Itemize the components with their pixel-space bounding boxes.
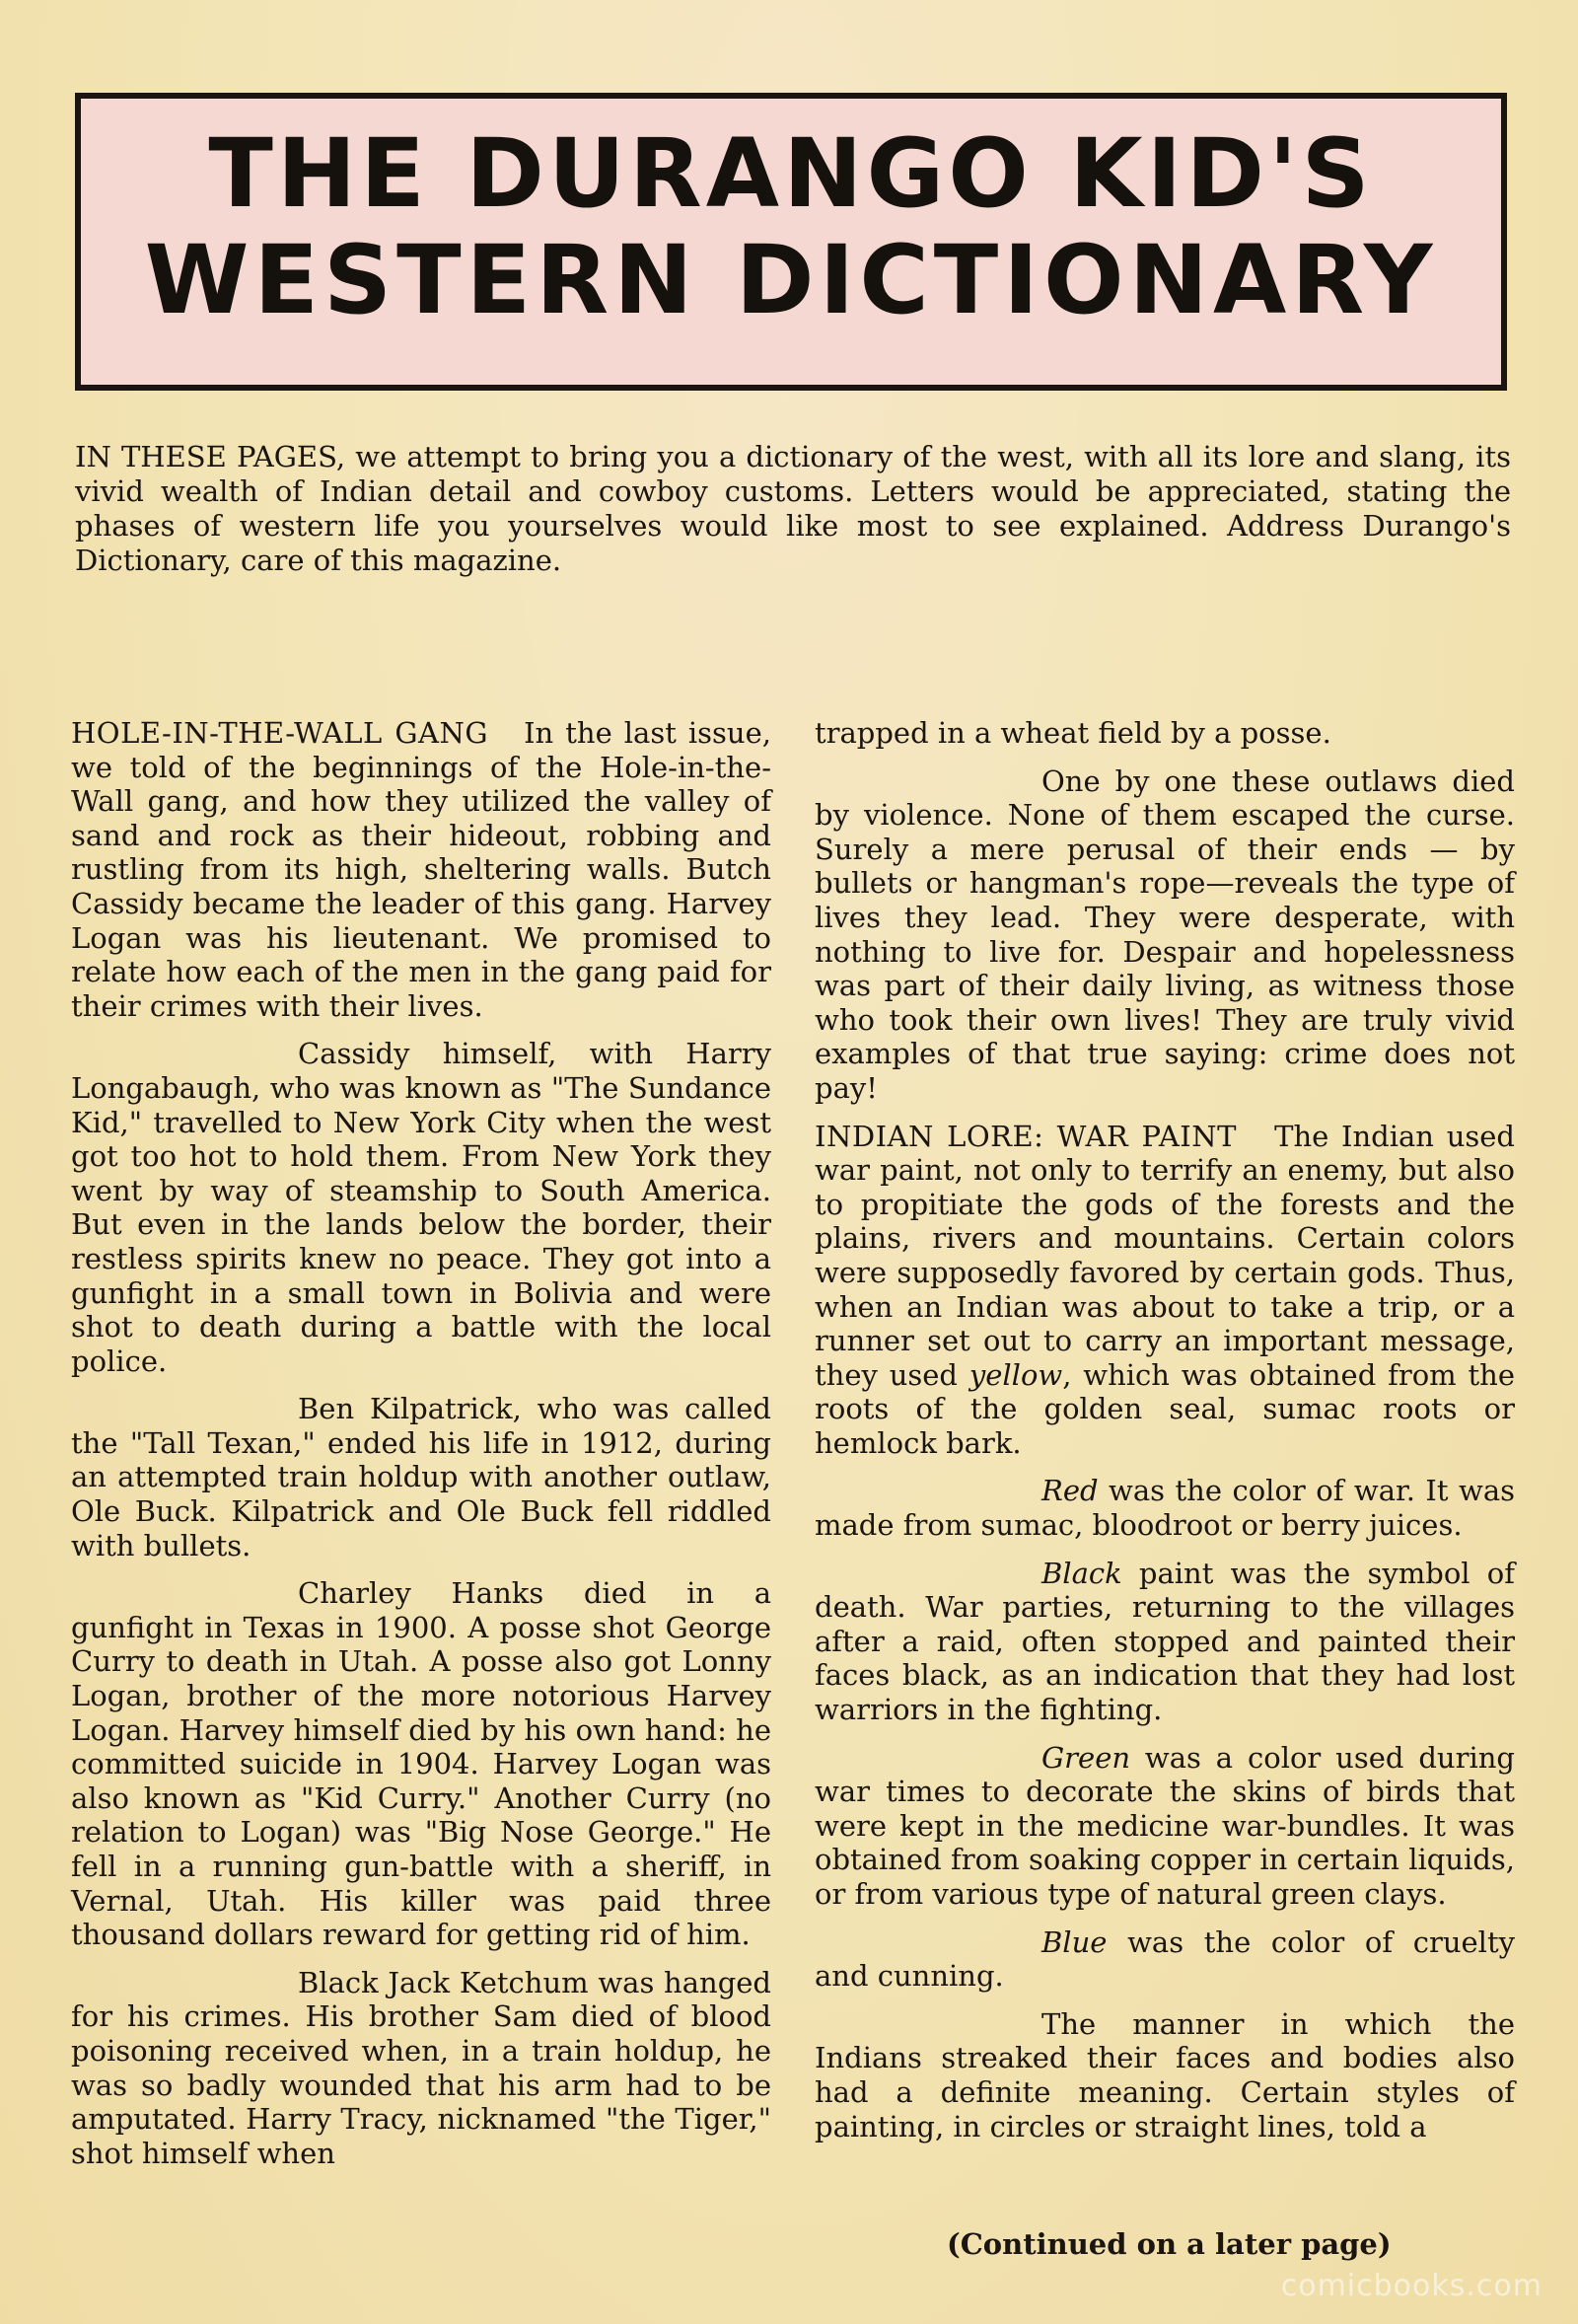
black-word: Black (1041, 1556, 1122, 1590)
title-line-2: WESTERN DICTIONARY (144, 225, 1438, 335)
green-paragraph (815, 1741, 1515, 1912)
section-heading-war-paint: INDIAN LORE: WAR PAINT (815, 1119, 1237, 1153)
blue-text: was the color of cruelty and cunning. (815, 1925, 1515, 1994)
cassidy-paragraph: Cassidy himself, with Harry Longabaugh, who was known as "The Sundance Kid," travelled to New York City when the west got too hot to hold them. From New York they went by way of steamship to South America. But even in the lands below the border, their restless spirits knew no peace. They got into a gunfight in a small town in Bolivia and were shot to death during a battle with the local police. (71, 1037, 771, 1378)
black-paragraph (815, 1557, 1515, 1727)
section-heading-hole-in-the-wall: HOLE-IN-THE-WALL GANG (71, 716, 488, 750)
title-box (75, 93, 1507, 391)
paragraph-text: In the last issue, we told of the beginnings of the Hole-in-the-Wall gang, and how they utilized the valley of sand and rock as their hideout, robbing and rustling from its high, sheltering walls. Butch Cassidy became the leader of this gang. Harvey Logan was his lieutenant. We promised to relate how each of the men in the gang paid for their crimes with their lives. (71, 716, 771, 1023)
ketchum-paragraph: Black Jack Ketchum was hanged for his crimes. His brother Sam died of blood poisoning received when, in a train holdup, he was so badly wounded that his arm had to be amputated. Harry Tracy, nicknamed "the Tiger," shot himself when (71, 1965, 771, 2170)
red-text: was the color of war. It was made from sumac, bloodroot or berry juices. (815, 1474, 1515, 1543)
hole-in-the-wall-paragraph (71, 716, 771, 1023)
left-column (71, 716, 771, 2184)
trapped-paragraph: trapped in a wheat field by a posse. (815, 716, 1331, 750)
green-text: was a color used during war times to decorate the skins of birds that were kept in the medicine war-bundles. It was obtained from soaking copper in certain liquids, or from various type of natural green clays. (815, 1740, 1515, 1911)
watermark-logo: comicbooks.com (1280, 2269, 1542, 2303)
title-line-1: THE DURANGO KID'S (208, 118, 1374, 229)
green-word: Green (1041, 1740, 1131, 1775)
blue-word: Blue (1041, 1925, 1108, 1959)
hanks-paragraph: Charley Hanks died in a gunfight in Texas in 1900. A posse shot George Curry to death in Utah. A posse also got Lonny Logan, brother of the more notorious Harvey Logan. Harvey himself died by his own hand: he committed suicide in 1904. Harvey Logan was also known as "Kid Curry." Another Curry (no relation to Logan) was "Big Nose George." He fell in a running gun-battle with a sheriff, in Vernal, Utah. His killer was paid three thousand dollars reward for getting rid of him. (71, 1576, 771, 1952)
red-word: Red (1041, 1474, 1099, 1508)
kilpatrick-paragraph: Ben Kilpatrick, who was called the "Tall Texan," ended his life in 1912, during an attempted train holdup with another outlaw, Ole Buck. Kilpatrick and Ole Buck fell riddled with bullets. (71, 1392, 771, 1562)
right-column (815, 716, 1515, 2157)
manner-paragraph: The manner in which the Indians streaked their faces and bodies also had a definite meaning. Certain styles of painting, in circles or straight lines, told a (815, 2006, 1515, 2143)
blue-paragraph (815, 1925, 1515, 1994)
red-paragraph (815, 1474, 1515, 1542)
continued-note: (Continued on a later page) (947, 2227, 1392, 2261)
yellow-word: yellow (968, 1357, 1063, 1392)
paragraph-text-end: , which was obtained from the roots of the golden seal, sumac roots or hemlock bark. (815, 1357, 1515, 1460)
intro-paragraph: IN THESE PAGES, we attempt to bring you a dictionary of the west, with all its lore and slang, its vivid wealth of Indian detail and cowboy customs. Letters would be appreciated, stating the phases of western life you yourselves would like most to see explained. Address Durango's Dictionary, care of this magazine. (75, 440, 1511, 577)
paragraph-text: The Indian used war paint, not only to terrify an enemy, but also to propitiate the gods of the forests and the plains, rivers and mountains. Certain colors were supposedly favored by certain gods. Thus, when an Indian was about to take a trip, or a runner set out to carry an important message, they used (815, 1119, 1515, 1392)
black-text: paint was the symbol of death. War parties, returning to the villages after a raid, often stopped and painted their faces black, as an indication that they had lost warriors in the fighting. (815, 1556, 1515, 1727)
war-paint-paragraph (815, 1120, 1515, 1461)
outlaws-died-paragraph: One by one these outlaws died by violence. None of them escaped the curse. Surely a mere perusal of their ends — by bullets or hangman's rope—reveals the type of lives they lead. They were desperate, with nothing to live for. Despair and hopelessness was part of their daily living, as witness those who took their own lives! They are truly vivid examples of that true saying: crime does not pay! (815, 763, 1515, 1105)
